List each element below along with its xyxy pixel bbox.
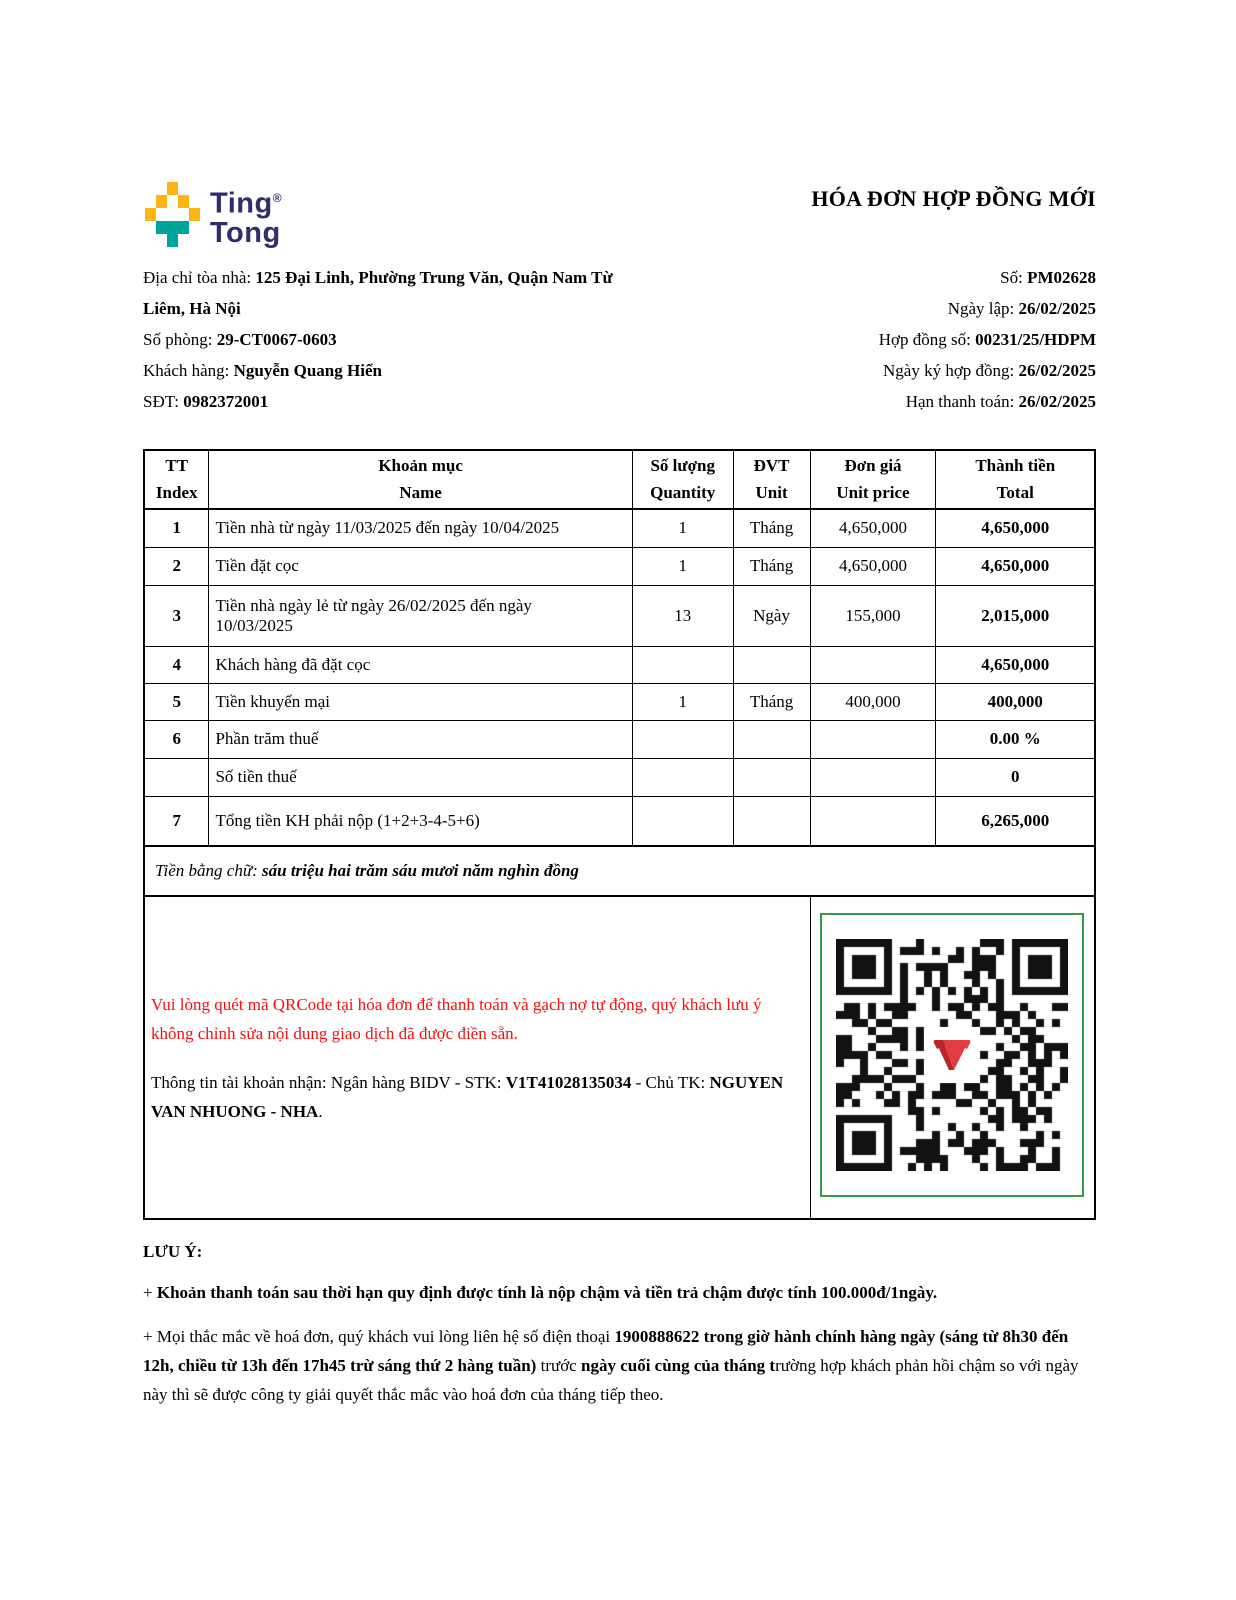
payment-row	[144, 896, 1095, 1219]
building-address-line1: Địa chỉ tòa nhà: 125 Đại Linh, Phường Trung Văn, Quận Nam Từ	[143, 268, 613, 287]
col-header-unit: ĐVT Unit	[733, 450, 810, 509]
invoice-meta	[879, 262, 1096, 417]
contract-sign-date: Ngày ký hợp đồng: 26/02/2025	[883, 361, 1096, 380]
payment-info-cell	[144, 896, 810, 1219]
col-header-name: Khoản mục Name	[209, 450, 632, 509]
qr-instruction-text: Vui lòng quét mã QRCode tại hóa đơn để thanh toán và gạch nợ tự động, quý khách lưu ý không chỉnh sửa nội dung giao dịch đã được điền sẵn.	[151, 994, 762, 1043]
col-header-index: TT Index	[144, 450, 209, 509]
table-header-row	[144, 450, 1095, 509]
payment-due-date: Hạn thanh toán: 26/02/2025	[905, 392, 1096, 411]
qr-cell	[810, 896, 1095, 1219]
table-row: 3 Tiền nhà ngày lẻ từ ngày 26/02/2025 đến ngày 10/03/2025 13 Ngày 155,000 2,015,000	[144, 585, 1095, 646]
col-header-quantity: Số lượng Quantity	[632, 450, 733, 509]
notes-heading: LƯU Ý:	[143, 1242, 203, 1261]
room-number: Số phòng: 29-CT0067-0603	[143, 330, 337, 349]
document-title: HÓA ĐƠN HỢP ĐỒNG MỚI	[811, 186, 1096, 211]
amount-in-words: Tiền bằng chữ: sáu triệu hai trăm sáu mươi năm nghìn đồng	[144, 846, 1095, 896]
table-row: 2 Tiền đặt cọc 1 Tháng 4,650,000 4,650,000	[144, 547, 1095, 585]
table-row: Số tiền thuế 0	[144, 758, 1095, 796]
brand-name: Ting® Tong	[210, 187, 283, 249]
customer-name: Khách hàng: Nguyễn Quang Hiển	[143, 361, 382, 380]
notes-section	[143, 1242, 1099, 1409]
bank-account-info: Thông tin tài khoản nhận: Ngân hàng BIDV - STK: V1T41028135034 - Chủ TK: NGUYEN VAN NHUONG - NHA.	[151, 1072, 784, 1121]
vietqr-logo-icon	[924, 1027, 980, 1083]
col-header-unit-price: Đơn giá Unit price	[810, 450, 936, 509]
invoice-table	[143, 449, 1096, 1220]
customer-phone: SĐT: 0982372001	[143, 392, 269, 411]
table-row: 4 Khách hàng đã đặt cọc 4,650,000	[144, 646, 1095, 683]
issue-date: Ngày lập: 26/02/2025	[947, 299, 1096, 318]
amount-in-words-row	[144, 846, 1095, 896]
tingtong-logo-icon	[145, 182, 200, 247]
table-row: 7 Tổng tiền KH phải nộp (1+2+3-4-5+6) 6,265,000	[144, 796, 1095, 846]
qr-frame	[820, 913, 1084, 1197]
customer-info	[143, 262, 683, 417]
brand-logo	[145, 182, 282, 248]
table-row: 6 Phần trăm thuế 0.00 %	[144, 720, 1095, 758]
col-header-total: Thành tiền Total	[936, 450, 1095, 509]
contract-number: Hợp đồng số: 00231/25/HDPM	[878, 330, 1096, 349]
note-late-payment: + Khoản thanh toán sau thời hạn quy định được tính là nộp chậm và tiền trả chậm được tính 100.000đ/1ngày.	[143, 1283, 938, 1302]
building-address-line2: Liêm, Hà Nội	[143, 299, 241, 318]
table-row: 1 Tiền nhà từ ngày 11/03/2025 đến ngày 10/04/2025 1 Tháng 4,650,000 4,650,000	[144, 509, 1095, 547]
invoice-number: Số: PM02628	[1000, 268, 1096, 287]
invoice-info	[143, 262, 1096, 417]
registered-mark-icon: ®	[272, 191, 283, 205]
table-row: 5 Tiền khuyến mại 1 Tháng 400,000 400,000	[144, 683, 1095, 720]
note-contact: + Mọi thắc mắc về hoá đơn, quý khách vui lòng liên hệ số điện thoại 1900888622 trong giờ hành chính hàng ngày (sáng từ 8h30 đến 12h, chiều từ 13h đến 17h45 trừ sáng thứ 2 hàng tuần) trước ngày cuối cùng của tháng trường hợp khách phản hồi chậm so với ngày này thì sẽ được công ty giải quyết thắc mắc vào hoá đơn của tháng tiếp theo.	[143, 1327, 1079, 1404]
